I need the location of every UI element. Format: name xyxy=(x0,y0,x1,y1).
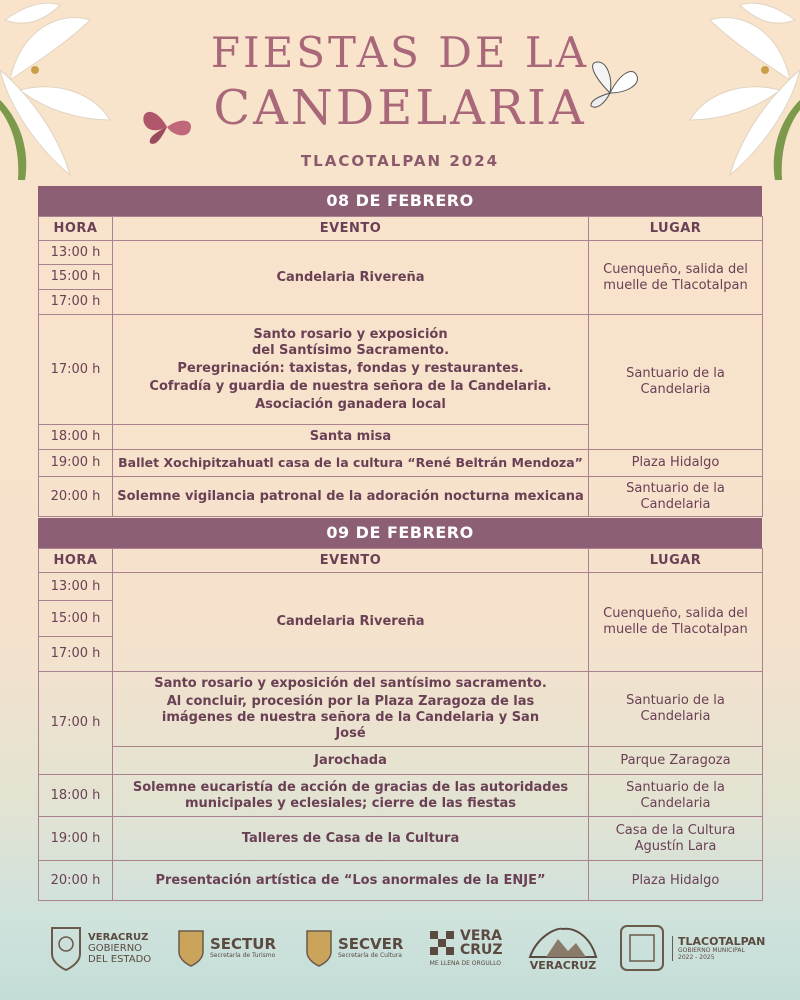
event-line: Cofradía y guardia de nuestra señora de la Candelaria. xyxy=(149,378,552,394)
time-cell: 20:00 h xyxy=(39,477,113,517)
butterfly-red-icon xyxy=(140,105,195,150)
time-cell: 19:00 h xyxy=(39,450,113,477)
place-cell: Santuario de la Candelaria xyxy=(589,477,763,517)
day-1-table xyxy=(38,216,763,517)
event-cell: Presentación artística de “Los anormales de la ENJE” xyxy=(113,861,589,901)
event-line: Santo rosario y exposición del Santísimo Sacramento. xyxy=(251,326,450,358)
secver-shield-icon xyxy=(304,928,334,968)
logo-text: CRUZ xyxy=(460,942,503,958)
secver-logo xyxy=(304,918,403,978)
time-cell: 13:00 h xyxy=(39,241,113,265)
time-cell: 19:00 h xyxy=(39,817,113,861)
subtitle: TLACOTALPAN 2024 xyxy=(300,152,500,170)
event-cell: Ballet Xochipitzahuatl casa de la cultura “René Beltrán Mendoza” xyxy=(113,450,589,477)
place-cell: Cuenqueño, salida del muelle de Tlacotalpan xyxy=(589,241,763,315)
event-cell: Candelaria Rivereña xyxy=(113,241,589,315)
table-row xyxy=(39,861,763,901)
day-1-schedule xyxy=(38,186,762,517)
event-line: Santo rosario y exposición del santísimo sacramento. xyxy=(154,676,547,691)
logo-text: VERACRUZ xyxy=(529,958,597,972)
evento-header: EVENTO xyxy=(113,217,589,241)
hora-header: HORA xyxy=(39,217,113,241)
logo-text: SECVER xyxy=(338,935,404,953)
landscape-icon xyxy=(528,925,598,959)
logo-text: TLACOTALPAN xyxy=(678,934,766,948)
table-row xyxy=(39,775,763,817)
time-cell: 18:00 h xyxy=(39,425,113,450)
event-cell: Santa misa xyxy=(113,425,589,450)
time-cell: 13:00 h xyxy=(39,573,113,601)
table-row xyxy=(39,817,763,861)
logo-subtext: 2022 - 2025 xyxy=(678,953,715,961)
time-cell: 17:00 h xyxy=(39,315,113,425)
time-cell: 18:00 h xyxy=(39,775,113,817)
event-line: Asociación ganadera local xyxy=(255,396,446,412)
sectur-shield-icon xyxy=(176,928,206,968)
day-2-table xyxy=(38,548,763,901)
place-cell: Plaza Hidalgo xyxy=(589,450,763,477)
time-cell: 17:00 h xyxy=(39,672,113,775)
lily-flower-left-icon xyxy=(0,0,120,180)
place-cell: Plaza Hidalgo xyxy=(589,861,763,901)
event-cell: Solemne vigilancia patronal de la adoración nocturna mexicana xyxy=(113,477,589,517)
municipal-seal-icon xyxy=(618,923,666,973)
vera-cruz-brand-logo xyxy=(428,918,503,978)
logo-text: DEL ESTADO xyxy=(88,953,152,965)
day-2-schedule xyxy=(38,518,762,901)
state-shield-icon xyxy=(48,924,84,972)
table-row xyxy=(39,477,763,517)
lugar-header: LUGAR xyxy=(589,217,763,241)
place-cell: Santuario de la Candelaria xyxy=(589,672,763,747)
logo-subtext: Secretaría de Cultura xyxy=(338,952,402,959)
table-row xyxy=(39,450,763,477)
time-cell: 20:00 h xyxy=(39,861,113,901)
time-cell: 17:00 h xyxy=(39,290,113,315)
table-row xyxy=(39,747,763,775)
time-cell: 15:00 h xyxy=(39,265,113,290)
logo-tagline: ME LLENA DE ORGULLO xyxy=(429,960,501,967)
logo-subtext: GOBIERNO MUNICIPAL xyxy=(678,946,745,954)
place-cell: Casa de la Cultura Agustín Lara xyxy=(589,817,763,861)
table-row xyxy=(39,573,763,601)
pattern-icon xyxy=(428,929,456,957)
lugar-header: LUGAR xyxy=(589,549,763,573)
place-cell: Parque Zaragoza xyxy=(589,747,763,775)
table-row xyxy=(39,672,763,747)
day-1-header: 08 DE FEBRERO xyxy=(38,186,762,216)
event-cell: Solemne eucaristía de acción de gracias de las autoridades municipales y eclesiales; cierre de las fiestas xyxy=(113,775,589,817)
event-title xyxy=(200,22,600,172)
time-cell: 15:00 h xyxy=(39,601,113,637)
time-cell: 17:00 h xyxy=(39,637,113,672)
place-cell: Cuenqueño, salida del muelle de Tlacotalpan xyxy=(589,573,763,672)
table-header-row xyxy=(39,549,763,573)
table-row xyxy=(39,241,763,265)
event-cell: Talleres de Casa de la Cultura xyxy=(113,817,589,861)
lily-flower-right-icon xyxy=(680,0,800,180)
logo-subtext: Secretaría de Turismo xyxy=(210,952,276,959)
event-line: Al concluir, procesión por la Plaza Zaragoza de las imágenes de nuestra señora de la Candelaria y San José xyxy=(161,694,540,741)
evento-header: EVENTO xyxy=(113,549,589,573)
tlacotalpan-logo xyxy=(618,918,765,978)
sponsor-logos xyxy=(38,918,766,978)
logo-text: VERA xyxy=(460,928,503,944)
event-cell xyxy=(113,672,589,747)
place-cell: Santuario de la Candelaria xyxy=(589,775,763,817)
hora-header: HORA xyxy=(39,549,113,573)
place-cell: Santuario de la Candelaria xyxy=(589,315,763,450)
event-cell: Jarochada xyxy=(113,747,589,775)
logo-text: VERACRUZ xyxy=(88,931,149,943)
sectur-logo xyxy=(176,918,276,978)
table-row xyxy=(39,315,763,425)
veracruz-gobierno-logo xyxy=(48,918,151,978)
logo-text: SECTUR xyxy=(210,935,277,953)
day-2-header: 09 DE FEBRERO xyxy=(38,518,762,548)
title-line-1: FIESTAS DE LA xyxy=(210,28,590,77)
title-line-2: CANDELARIA xyxy=(213,80,587,136)
event-line: Peregrinación: taxistas, fondas y restaurantes. xyxy=(177,360,524,376)
event-cell xyxy=(113,315,589,425)
event-cell: Candelaria Rivereña xyxy=(113,573,589,672)
veracruz-landscape-logo xyxy=(528,918,598,978)
table-header-row xyxy=(39,217,763,241)
logo-text: GOBIERNO xyxy=(88,942,143,954)
